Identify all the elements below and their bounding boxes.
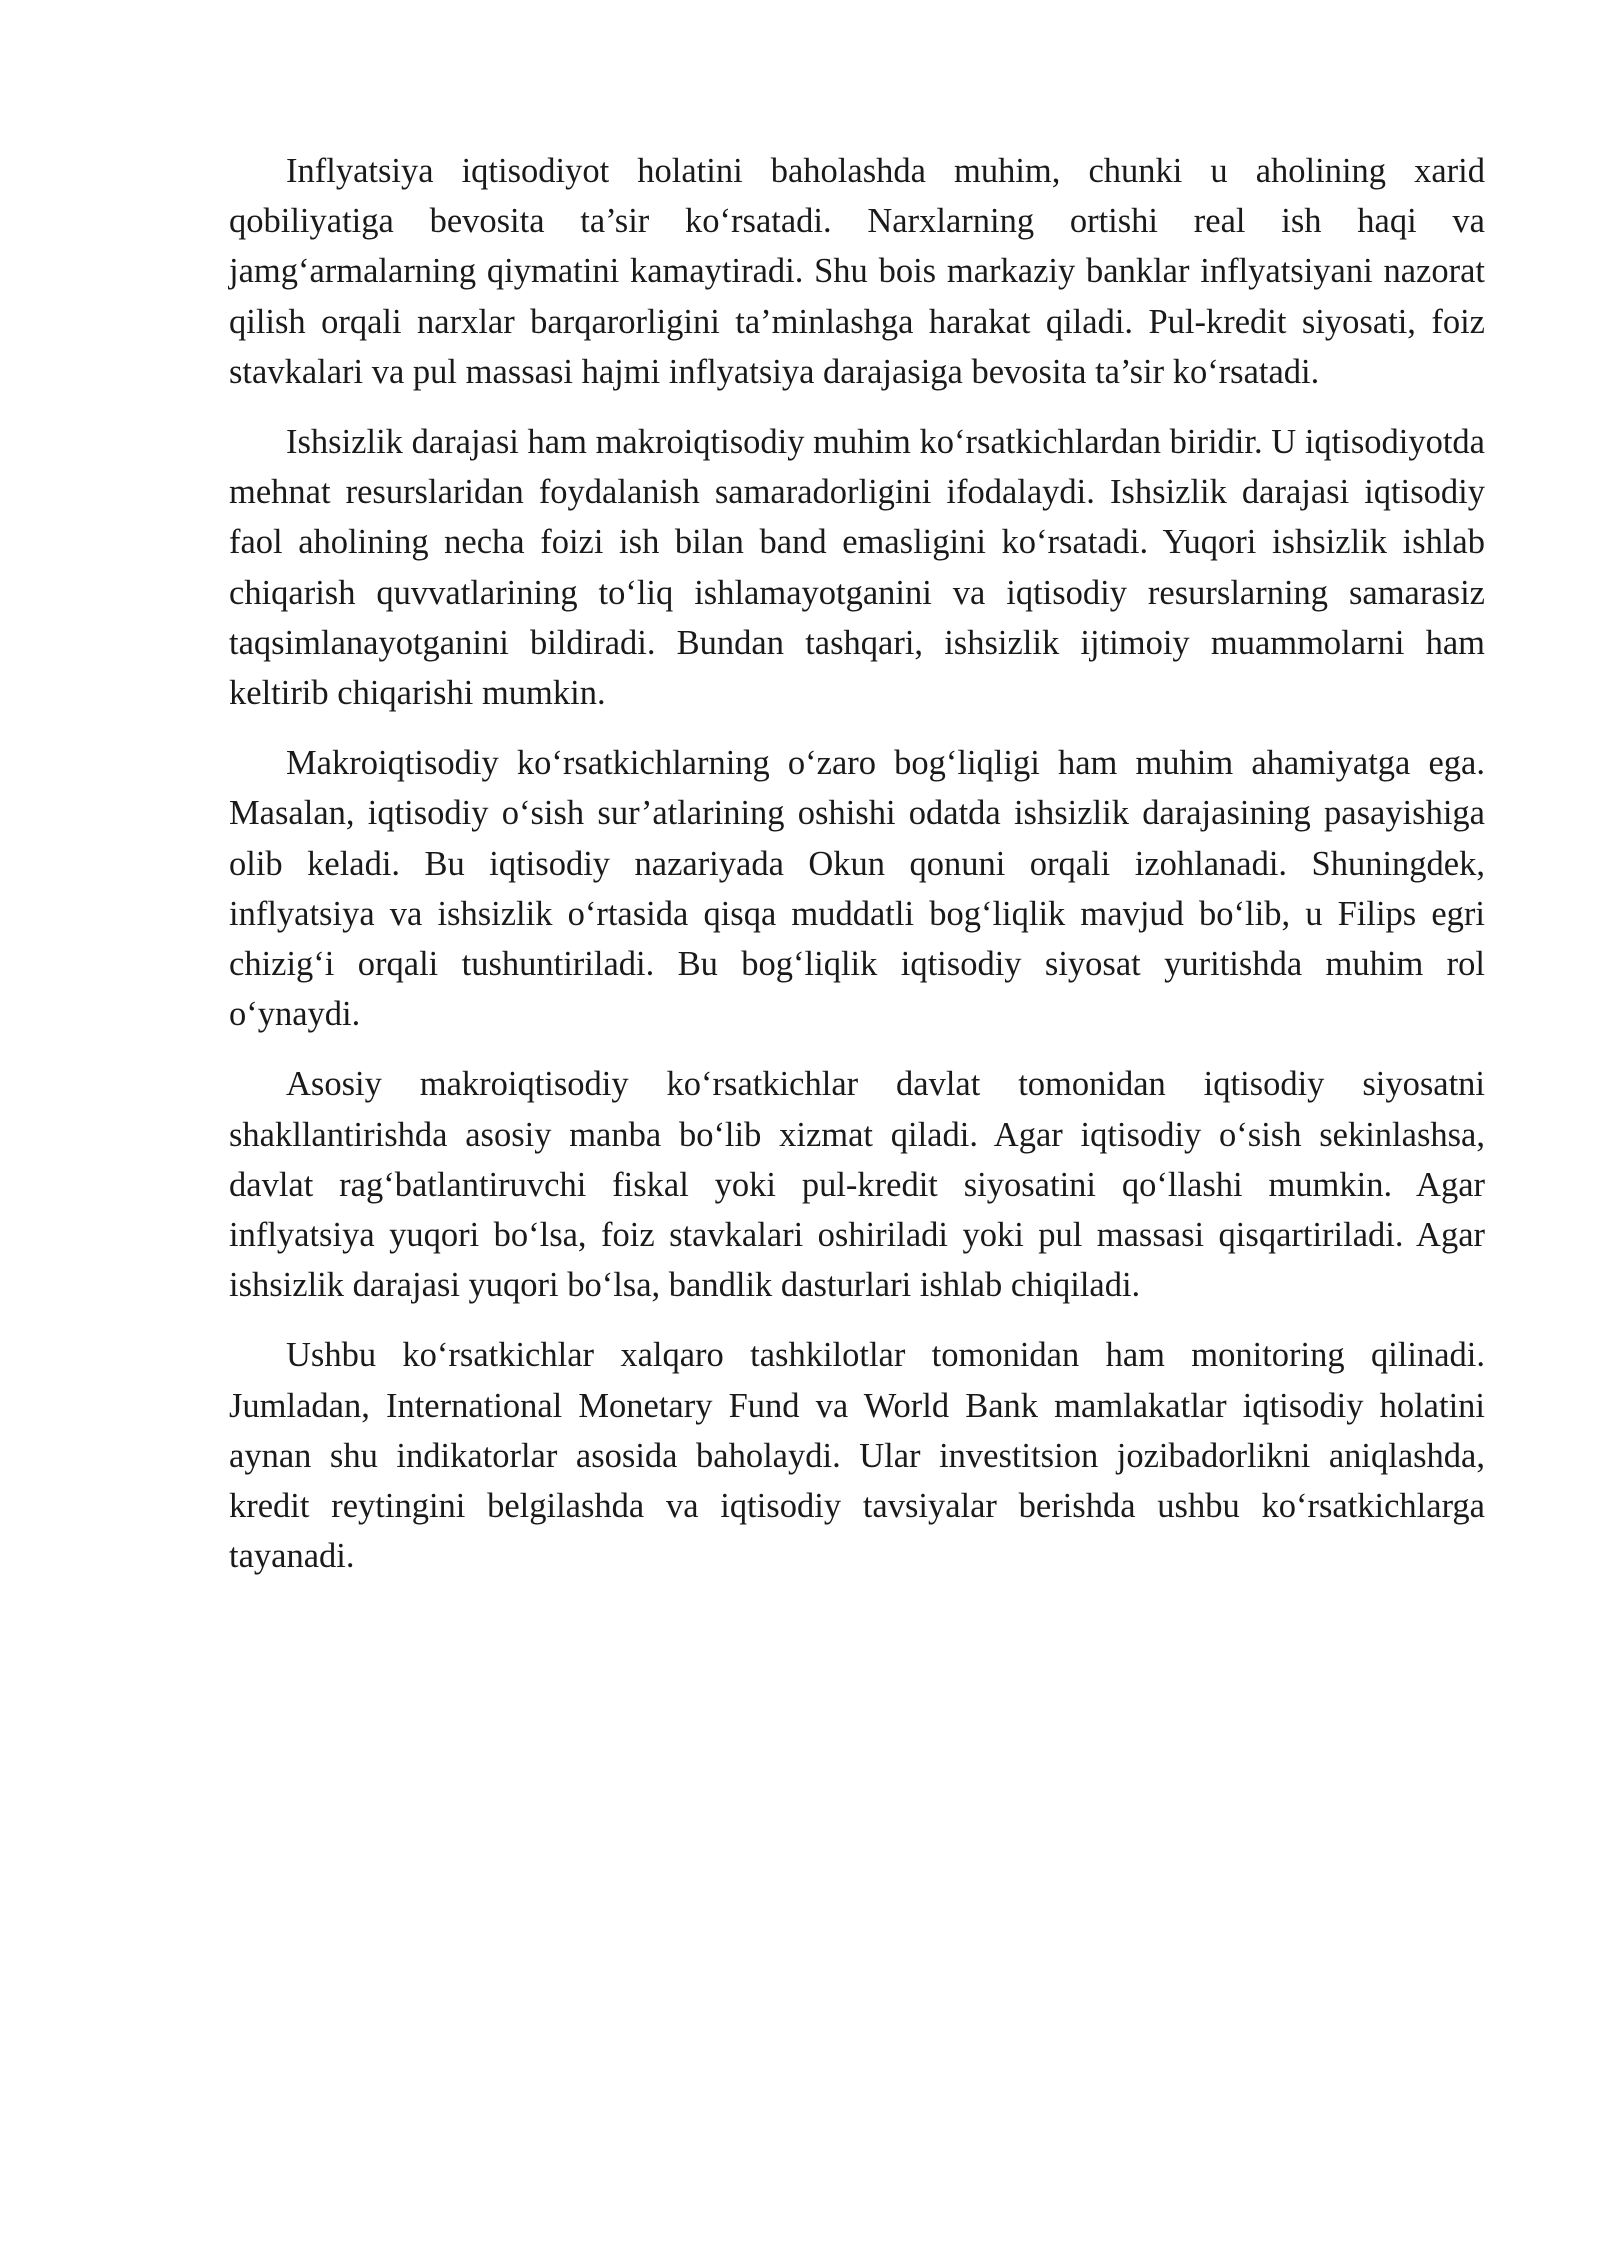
paragraph-inflation: Inflyatsiya iqtisodiyot holatini baholashda muhim, chunki u aholining xarid qobiliyatiga bevosita ta’sir ko‘rsatadi. Narxlarning ortishi real ish haqi va jamg‘armalarning qiymatini kamaytiradi. Shu bois markaziy banklar inflyatsiyani nazorat qilish orqali narxlar barqarorligini ta’minlashga harakat qiladi. Pul-kredit siyosati, foiz stavkalari va pul massasi hajmi inflyatsiya darajasiga bevosita ta’sir ko‘rsatadi. [229, 152, 1485, 391]
paragraph-policy: Asosiy makroiqtisodiy ko‘rsatkichlar davlat tomonidan iqtisodiy siyosatni shakllantirishda asosiy manba bo‘lib xizmat qiladi. Agar iqtisodiy o‘sish sekinlashsa, davlat rag‘batlantiruvchi fiskal yoki pul-kredit siyosatini qo‘llashi mumkin. Agar inflyatsiya yuqori bo‘lsa, foiz stavkalari oshiriladi yoki pul massasi qisqartiriladi. Agar ishsizlik darajasi yuqori bo‘lsa, bandlik dasturlari ishlab chiqiladi. [229, 1065, 1485, 1305]
paragraph-unemployment: Ishsizlik darajasi ham makroiqtisodiy muhim ko‘rsatkichlardan biridir. U iqtisodiyotda mehnat resurslaridan foydalanish samaradorligini ifodalaydi. Ishsizlik darajasi iqtisodiy faol aholining necha foizi ish bilan band emasligini ko‘rsatadi. Yuqori ishsizlik ishlab chiqarish quvvatlarining to‘liq ishlamayotganini va iqtisodiy resurslarning samarasiz taqsimlanayotganini bildiradi. Bundan tashqari, ishsizlik ijtimoiy muammolarni ham keltirib chiqarishi mumkin. [229, 423, 1485, 713]
document-body [229, 146, 1485, 1601]
paragraph-international-monitoring: Ushbu ko‘rsatkichlar xalqaro tashkilotlar tomonidan ham monitoring qilinadi. Jumladan, International Monetary Fund va World Bank mamlakatlar iqtisodiy holatini aynan shu indikatorlar asosida baholaydi. Ular investitsion jozibadorlikni aniqlashda, kredit reytingini belgilashda va iqtisodiy tavsiyalar berishda ushbu ko‘rsatkichlarga tayanadi. [229, 1336, 1485, 1576]
paragraph-interrelation: Makroiqtisodiy ko‘rsatkichlarning o‘zaro bog‘liqligi ham muhim ahamiyatga ega. Masalan, iqtisodiy o‘sish sur’atlarining oshishi odatda ishsizlik darajasining pasayishiga olib keladi. Bu iqtisodiy nazariyada Okun qonuni orqali izohlanadi. Shuningdek, inflyatsiya va ishsizlik o‘rtasida qisqa muddatli bog‘liqlik mavjud bo‘lib, u Filips egri chizig‘i orqali tushuntiriladi. Bu bog‘liqlik iqtisodiy siyosat yuritishda muhim rol o‘ynaydi. [229, 744, 1485, 1034]
